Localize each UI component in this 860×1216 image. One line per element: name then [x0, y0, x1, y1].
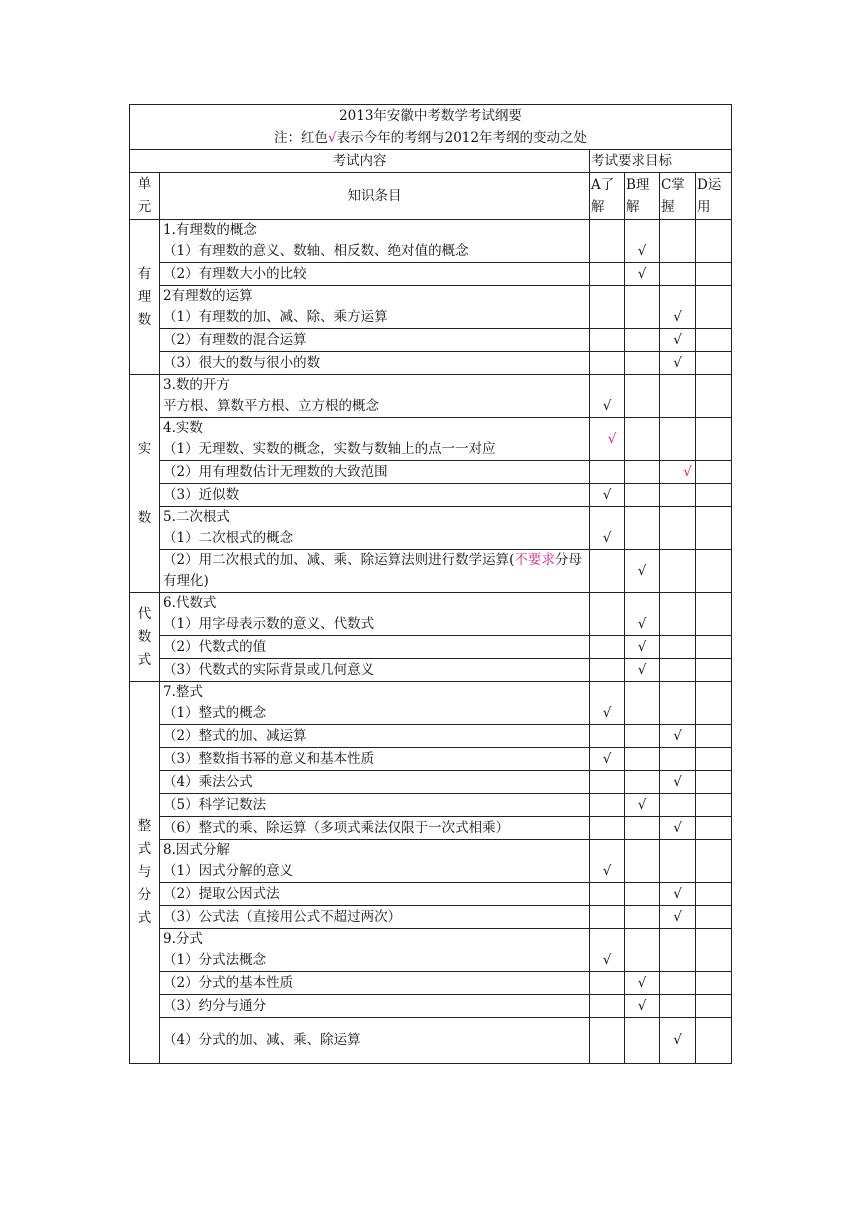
- section-title: 7.整式: [163, 684, 203, 700]
- grade-d-line2: 用: [697, 199, 711, 215]
- table-row: [130, 263, 732, 286]
- check-icon: √: [590, 375, 625, 418]
- legend-note-prefix: 注：红色: [274, 130, 329, 146]
- table-row: [130, 725, 732, 748]
- grade-d-cell: [696, 352, 732, 375]
- check-icon: √: [660, 286, 696, 329]
- knowledge-item: [160, 507, 590, 550]
- grade-d-cell: [696, 840, 732, 883]
- check-icon: √: [590, 748, 625, 771]
- check-icon: √: [625, 995, 660, 1018]
- grade-a-cell: [590, 461, 625, 484]
- check-icon: √: [660, 771, 696, 794]
- grade-b-cell: [625, 286, 660, 329]
- grade-b-cell: [625, 748, 660, 771]
- grade-d-header: [696, 173, 732, 220]
- grade-d-cell: [696, 329, 732, 352]
- unit-char: 数: [137, 509, 152, 526]
- grade-a-cell: [590, 883, 625, 906]
- knowledge-item: [160, 220, 590, 263]
- grade-a-cell: [590, 636, 625, 659]
- table-row: [130, 418, 732, 461]
- item-text: （1）二次根式的概念: [163, 530, 294, 546]
- check-icon: √: [590, 484, 625, 507]
- unit-char: 数: [137, 628, 152, 645]
- table-row: [130, 794, 732, 817]
- unit-char: 式: [137, 910, 152, 926]
- table-row: [130, 840, 732, 883]
- knowledge-item: （4）分式的加、减、乘、除运算: [160, 1018, 590, 1064]
- item-text: （1）用字母表示数的意义、代数式: [163, 616, 375, 632]
- knowledge-item: [160, 418, 590, 461]
- grade-b-cell: [625, 329, 660, 352]
- check-icon: √: [590, 929, 625, 972]
- grade-d-cell: [696, 263, 732, 286]
- grade-d-cell: [696, 593, 732, 636]
- grade-d-cell: [696, 418, 732, 461]
- table-row: [130, 1018, 732, 1064]
- content-header: 考试内容: [130, 150, 590, 173]
- grade-a-cell: [590, 352, 625, 375]
- knowledge-item: （2）分式的基本性质: [160, 972, 590, 995]
- grade-a-cell: [590, 794, 625, 817]
- item-text: （2）用二次根式的加、减、乘、除运算法则进行数学运算(: [163, 552, 515, 568]
- grade-a-cell: [590, 972, 625, 995]
- unit-header-line1: 单: [137, 176, 152, 192]
- item-text: 平方根、算数平方根、立方根的概念: [163, 398, 379, 414]
- table-row: [130, 375, 732, 418]
- grade-d-line1: D运: [697, 177, 722, 193]
- grade-a-cell: [590, 550, 625, 593]
- grade-c-cell: [660, 972, 696, 995]
- knowledge-item: （4）乘法公式: [160, 771, 590, 794]
- unit-spacer: [130, 461, 159, 507]
- grade-d-cell: [696, 906, 732, 929]
- unit-char: 理: [137, 288, 152, 305]
- grade-c-cell: [660, 220, 696, 263]
- unit-real-numbers: [130, 375, 160, 593]
- table-row: [130, 748, 732, 771]
- unit-char: 实: [137, 440, 152, 457]
- grade-a-line2: 解: [591, 199, 605, 215]
- section-title: 3.数的开方: [163, 377, 230, 393]
- grade-c-cell: [660, 794, 696, 817]
- knowledge-item: （6）整式的乘、除运算（多项式乘法仅限于一次式相乘）: [160, 817, 590, 840]
- section-title: 1.有理数的概念: [163, 222, 257, 238]
- grade-d-cell: [696, 484, 732, 507]
- knowledge-item: （2）用有理数估计无理数的大致范围: [160, 461, 590, 484]
- grade-a-cell: [590, 220, 625, 263]
- grade-b-cell: [625, 1018, 660, 1064]
- table-row: [130, 507, 732, 550]
- grade-d-cell: [696, 771, 732, 794]
- grade-a-cell: [590, 817, 625, 840]
- knowledge-item: （2）代数式的值: [160, 636, 590, 659]
- grade-b-line1: B理: [626, 177, 650, 193]
- item-text: （1）有理数的意义、数轴、相反数、绝对值的概念: [163, 243, 469, 259]
- grade-d-cell: [696, 995, 732, 1018]
- check-icon: √: [625, 794, 660, 817]
- table-row: [130, 972, 732, 995]
- table-row: [130, 220, 732, 263]
- table-row: [130, 484, 732, 507]
- grade-b-cell: [625, 840, 660, 883]
- check-icon: √: [625, 972, 660, 995]
- item-text: 分母有理化): [163, 552, 582, 589]
- grade-d-cell: [696, 507, 732, 550]
- table-row: [130, 682, 732, 725]
- grade-d-cell: [696, 286, 732, 329]
- grade-a-cell: [590, 906, 625, 929]
- unit-char: 整: [137, 818, 152, 834]
- unit-char: 式: [137, 651, 152, 668]
- knowledge-item: （3）近似数: [160, 484, 590, 507]
- table-row: [130, 550, 732, 593]
- check-icon: √: [660, 1018, 696, 1064]
- item-text: （1）整式的概念: [163, 705, 267, 721]
- grade-d-cell: [696, 682, 732, 725]
- item-text: （1）因式分解的意义: [163, 863, 294, 879]
- knowledge-item: [160, 840, 590, 883]
- grade-b-cell: [625, 461, 660, 484]
- unit-char: 与: [137, 864, 152, 880]
- grade-c-cell: [660, 840, 696, 883]
- table-row: [130, 817, 732, 840]
- table-row: [130, 659, 732, 682]
- knowledge-item: [160, 286, 590, 329]
- section-title: 8.因式分解: [163, 842, 230, 858]
- document-title: 2013年安徽中考数学考试纲要: [339, 108, 522, 124]
- grade-c-cell: [660, 929, 696, 972]
- syllabus-sheet: [129, 104, 731, 1064]
- unit-rational-numbers: [130, 220, 160, 375]
- check-icon: √: [625, 636, 660, 659]
- table-row: [130, 461, 732, 484]
- grade-d-cell: [696, 550, 732, 593]
- table-row: [130, 636, 732, 659]
- grade-c-header: [660, 173, 696, 220]
- grade-c-cell: [660, 636, 696, 659]
- grade-a-cell: [590, 995, 625, 1018]
- grade-a-header: [590, 173, 625, 220]
- changed-check-icon: √: [660, 461, 696, 484]
- table-row: [130, 929, 732, 972]
- grade-c-cell: [660, 507, 696, 550]
- grade-a-cell: [590, 263, 625, 286]
- check-icon: √: [625, 550, 660, 593]
- grade-c-cell: [660, 748, 696, 771]
- grade-d-cell: [696, 748, 732, 771]
- grade-b-cell: [625, 375, 660, 418]
- grade-d-cell: [696, 220, 732, 263]
- section-title: 2有理数的运算: [163, 288, 253, 304]
- grade-c-cell: [660, 375, 696, 418]
- targets-header: 考试要求目标: [590, 150, 732, 173]
- knowledge-item: [160, 550, 590, 593]
- knowledge-item: （2）有理数的混合运算: [160, 329, 590, 352]
- check-icon: √: [625, 220, 660, 263]
- check-icon: √: [660, 352, 696, 375]
- table-row: [130, 286, 732, 329]
- grade-b-cell: [625, 484, 660, 507]
- unit-char: 有: [137, 265, 152, 282]
- knowledge-item: （3）很大的数与很小的数: [160, 352, 590, 375]
- grade-b-cell: [625, 929, 660, 972]
- grade-b-cell: [625, 725, 660, 748]
- syllabus-table: [129, 104, 732, 1064]
- grade-b-cell: [625, 682, 660, 725]
- grade-c-cell: [660, 995, 696, 1018]
- table-row: [130, 771, 732, 794]
- item-text: （1）有理数的加、减、除、乘方运算: [163, 309, 388, 325]
- grade-a-cell: [590, 771, 625, 794]
- grade-c-line1: C掌: [661, 177, 685, 193]
- knowledge-item: [160, 593, 590, 636]
- grade-c-cell: [660, 418, 696, 461]
- check-icon: √: [625, 593, 660, 636]
- grade-a-cell: [590, 725, 625, 748]
- grade-c-line2: 握: [661, 199, 675, 215]
- table-row: [130, 883, 732, 906]
- grade-d-cell: [696, 461, 732, 484]
- grade-c-cell: [660, 682, 696, 725]
- section-title: 4.实数: [163, 420, 203, 436]
- grade-b-line2: 解: [626, 199, 640, 215]
- check-icon: √: [590, 507, 625, 550]
- grade-d-cell: [696, 1018, 732, 1064]
- grade-a-cell: [590, 329, 625, 352]
- grade-d-cell: [696, 636, 732, 659]
- legend-note: [130, 127, 731, 149]
- item-text: （1）分式法概念: [163, 952, 267, 968]
- knowledge-item: （2）提取公因式法: [160, 883, 590, 906]
- knowledge-item: （3）代数式的实际背景或几何意义: [160, 659, 590, 682]
- knowledge-item: （3）整数指书幂的意义和基本性质: [160, 748, 590, 771]
- grade-a-cell: [590, 1018, 625, 1064]
- grade-d-cell: [696, 972, 732, 995]
- unit-header-line2: 元: [137, 199, 152, 215]
- grade-b-cell: [625, 883, 660, 906]
- knowledge-item: （2）整式的加、减运算: [160, 725, 590, 748]
- title-block: [130, 105, 732, 150]
- knowledge-item: [160, 375, 590, 418]
- check-icon: √: [660, 817, 696, 840]
- section-title: 9.分式: [163, 931, 203, 947]
- knowledge-item: （5）科学记数法: [160, 794, 590, 817]
- item-text: （1）无理数、实数的概念，实数与数轴上的点一一对应: [163, 441, 496, 457]
- section-title: 5.二次根式: [163, 509, 230, 525]
- changed-check-icon: √: [590, 418, 625, 461]
- grade-b-cell: [625, 771, 660, 794]
- grade-b-cell: [625, 817, 660, 840]
- table-row: [130, 352, 732, 375]
- knowledge-item: （3）约分与通分: [160, 995, 590, 1018]
- unit-char: 代: [137, 605, 152, 622]
- table-row: [130, 329, 732, 352]
- grade-a-line1: A了: [591, 177, 615, 193]
- check-icon: √: [660, 906, 696, 929]
- check-icon: √: [590, 840, 625, 883]
- grade-b-cell: [625, 352, 660, 375]
- table-row: [130, 995, 732, 1018]
- item-header: 知识条目: [160, 173, 590, 220]
- grade-d-cell: [696, 794, 732, 817]
- unit-char: 式: [137, 841, 152, 857]
- grade-c-cell: [660, 550, 696, 593]
- grade-d-cell: [696, 659, 732, 682]
- check-icon: √: [660, 883, 696, 906]
- section-title: 6.代数式: [163, 595, 217, 611]
- table-row: [130, 906, 732, 929]
- check-icon: √: [660, 329, 696, 352]
- grade-c-cell: [660, 659, 696, 682]
- grade-a-cell: [590, 659, 625, 682]
- check-icon: √: [625, 659, 660, 682]
- knowledge-item: （3）公式法（直接用公式不超过两次）: [160, 906, 590, 929]
- grade-b-cell: [625, 418, 660, 461]
- unit-polynomials-fractions: [130, 682, 160, 1064]
- table-row: [130, 593, 732, 636]
- check-icon: √: [590, 682, 625, 725]
- grade-a-cell: [590, 286, 625, 329]
- unit-header: [130, 173, 160, 220]
- changed-text: 不要求: [514, 552, 555, 568]
- grade-d-cell: [696, 817, 732, 840]
- grade-c-cell: [660, 484, 696, 507]
- unit-char: 分: [137, 887, 152, 903]
- legend-check-icon: √: [328, 130, 337, 146]
- grade-c-cell: [660, 593, 696, 636]
- grade-b-header: [625, 173, 660, 220]
- check-icon: √: [625, 263, 660, 286]
- knowledge-item: [160, 682, 590, 725]
- unit-algebraic-expressions: [130, 593, 160, 682]
- knowledge-item: （2）有理数大小的比较: [160, 263, 590, 286]
- check-icon: √: [660, 725, 696, 748]
- grade-d-cell: [696, 375, 732, 418]
- grade-a-cell: [590, 593, 625, 636]
- legend-note-suffix: 表示今年的考纲与2012年考纲的变动之处: [336, 130, 587, 146]
- grade-b-cell: [625, 507, 660, 550]
- grade-d-cell: [696, 883, 732, 906]
- grade-d-cell: [696, 929, 732, 972]
- grade-d-cell: [696, 725, 732, 748]
- grade-b-cell: [625, 906, 660, 929]
- grade-c-cell: [660, 263, 696, 286]
- knowledge-item: [160, 929, 590, 972]
- unit-char: 数: [137, 311, 152, 328]
